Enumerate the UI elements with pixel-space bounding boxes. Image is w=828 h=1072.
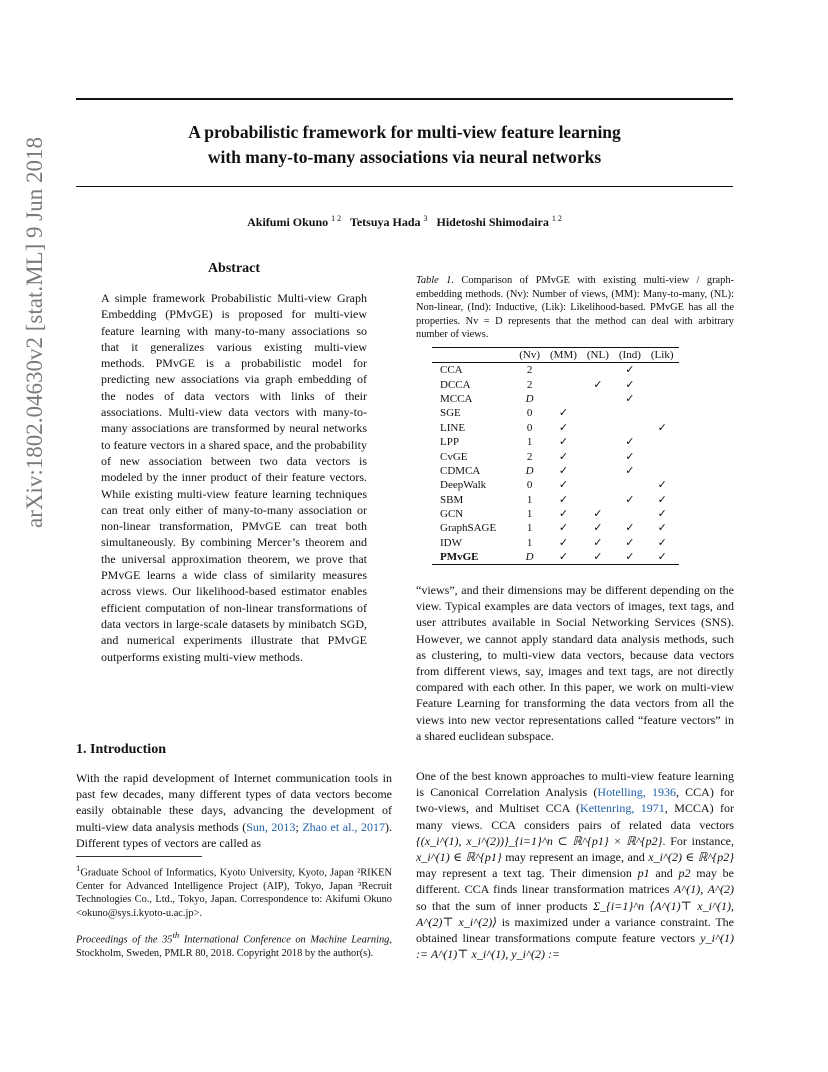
table-row xyxy=(432,550,679,565)
math-expression: A^(1), A^(2) xyxy=(673,882,734,897)
math-expression: x_i^(2) ∈ ℝ^{p2} xyxy=(648,850,734,865)
proceedings-sup: th xyxy=(172,930,180,940)
table-cell-mm: ✓ xyxy=(558,407,569,420)
math-expression: p1 xyxy=(637,866,650,881)
table-cell-mm: ✓ xyxy=(558,508,569,521)
title-line-1: A probabilistic framework for multi-view feature learning xyxy=(188,122,621,142)
table-row xyxy=(432,521,679,535)
math-expression: Σ_{i=1}^n ⟨A^(1)⊤ x_i^(1), A^(2)⊤ x_i^(2)⟩ xyxy=(416,898,734,929)
table-cell-nl: ✓ xyxy=(593,378,603,391)
table-cell-nl: ✓ xyxy=(593,551,603,564)
table-cell-ind xyxy=(614,421,646,435)
table-cell-mm: ✓ xyxy=(558,536,569,549)
paragraph-text: may represent a text tag. Their dimension xyxy=(416,866,638,881)
proceedings-text: , Stockholm, Sweden, PMLR 80, 2018. Copyright 2018 by the author(s). xyxy=(76,934,392,960)
table-cell-nl xyxy=(582,421,614,435)
paper-title xyxy=(76,120,733,170)
table-row xyxy=(432,464,679,478)
method-name-cell: IDW xyxy=(440,536,462,549)
title-rule-top xyxy=(76,98,733,100)
method-name-cell: CCA xyxy=(440,364,463,377)
table-cell-nv: 2 xyxy=(526,378,533,391)
table-cell-nl: ✓ xyxy=(593,536,603,549)
table-cell-nv: 1 xyxy=(526,436,533,449)
table-cell-nv: D xyxy=(525,392,534,405)
table-cell-lik: ✓ xyxy=(657,479,667,492)
table-cell-nv: D xyxy=(525,464,534,477)
table-cell-lik xyxy=(646,435,679,449)
right-paragraph-2 xyxy=(416,768,734,962)
method-name-cell: GraphSAGE xyxy=(440,522,497,535)
table-cell-mm: ✓ xyxy=(558,421,569,434)
table-cell-nv: 1 xyxy=(526,508,533,521)
table-cell-lik: ✓ xyxy=(657,508,667,521)
table-cell-nl xyxy=(582,435,614,449)
table-cell-nv: 2 xyxy=(526,450,533,463)
table-cell-ind xyxy=(614,406,646,420)
paragraph-text: , CCA) for two-views, and Multiset CCA ( xyxy=(416,785,735,816)
section-heading-introduction: 1. Introduction xyxy=(76,742,166,757)
author-affiliation: 3 xyxy=(423,214,428,223)
table-cell-mm: ✓ xyxy=(558,522,569,535)
table-cell-lik xyxy=(646,406,679,420)
method-name-cell: SGE xyxy=(440,407,461,420)
table-caption xyxy=(416,274,734,342)
table-cell-mm: ✓ xyxy=(558,551,569,564)
table-cell-ind: ✓ xyxy=(625,493,635,506)
table-row xyxy=(432,478,679,492)
paragraph-text: . For instance, xyxy=(662,833,734,848)
method-name-cell: MCCA xyxy=(440,392,473,405)
table-cell-nv: 2 xyxy=(526,364,533,377)
table-caption-text: Comparison of PMvGE with existing multi-view / graph-embedding methods. (Nv): Number of views, (MM): Many-to-many, (NL): Non-linear, (Ind): Inductive, (Lik): Likelihood-based. PMvGE has all the properties. Nv = D represents that the method can deal with arbitrary number of views. xyxy=(416,275,734,341)
table-cell-ind xyxy=(614,507,646,521)
paragraph-text: so that the sum of inner products xyxy=(416,898,593,913)
table-cell-lik xyxy=(646,392,679,406)
table-cell-lik xyxy=(646,377,679,391)
proceedings-text: International Conference on Machine Learning xyxy=(179,934,390,946)
method-name-cell: GCN xyxy=(440,508,464,521)
title-line-2: with many-to-many associations via neural networks xyxy=(207,147,602,167)
method-name-cell: LINE xyxy=(440,421,466,434)
author-affiliation: 1 2 xyxy=(551,214,562,223)
abstract-text: A simple framework Probabilistic Multi-view Graph Embedding (PMvGE) is proposed for multi-view feature learning with many-to-many associations so that it generalizes various existing multi-view methods. PMvGE is a probabilistic model for predicting new associations via graph embedding of the nodes of data vectors with links of their associations. Multi-view data vectors with many-to-many associations are transformed by neural networks to feature vectors in a shared space, and the probability of new association between two data vectors is modeled by the inner product of their feature vectors. While existing multi-view feature learning techniques can treat only either of many-to-many association or non-linear transformation, PMvGE can treat both simultaneously. By combining Mercer’s theorem and the universal approximation theorem, we prove that PMvGE learns a wide class of similarity measures across views. Our likelihood-based estimator enables efficient computation of non-linear transformations of data vectors in large-scale datasets by minibatch SGD, and numerical experiments illustrate that PMvGE outperforms existing multi-view methods. xyxy=(101,291,367,664)
citation-link[interactable]: Zhao et al., 2017 xyxy=(302,819,385,834)
citation-link[interactable]: Kettenring, 1971 xyxy=(580,801,665,816)
table-cell-lik xyxy=(646,464,679,478)
table-cell-nl xyxy=(582,478,614,492)
table-cell-nv: 1 xyxy=(526,493,533,506)
footnote-rule xyxy=(76,856,202,857)
table-row xyxy=(432,421,679,435)
table-cell-lik xyxy=(646,363,679,378)
table-cell-lik: ✓ xyxy=(657,493,667,506)
table-cell-nl xyxy=(582,406,614,420)
table-header: (Lik) xyxy=(650,349,674,361)
table-cell-ind: ✓ xyxy=(625,522,635,535)
table-cell-mm: ✓ xyxy=(558,464,569,477)
table-cell-nl xyxy=(582,363,614,378)
method-name-cell: PMvGE xyxy=(440,551,479,564)
table-cell-ind xyxy=(614,478,646,492)
math-expression: p2 xyxy=(678,866,691,881)
table-row xyxy=(432,377,679,391)
paragraph-text: may represent an image, and xyxy=(501,850,649,865)
table-row xyxy=(432,406,679,420)
table-row xyxy=(432,507,679,521)
math-expression: y_i^(1) := A^(1)⊤ x_i^(1), y_i^(2) := xyxy=(416,931,734,962)
table-header-row xyxy=(432,348,679,363)
citation-link[interactable]: Sun, 2013 xyxy=(246,819,296,834)
table-header: (NL) xyxy=(586,349,609,361)
table-cell-nl: ✓ xyxy=(593,522,603,535)
table-header: (MM) xyxy=(550,349,577,361)
affiliation-footnote xyxy=(76,862,392,920)
author-list xyxy=(76,214,733,230)
math-expression: x_i^(1) ∈ ℝ^{p1} xyxy=(416,850,502,865)
table-header xyxy=(432,348,514,363)
table-row xyxy=(432,392,679,406)
method-name-cell: DeepWalk xyxy=(440,479,487,492)
table-cell-nv: D xyxy=(525,551,534,564)
abstract-heading: Abstract xyxy=(207,261,261,276)
arxiv-identifier: arXiv:1802.04630v2 [stat.ML] 9 Jun 2018 xyxy=(22,137,47,528)
table-cell-mm: ✓ xyxy=(558,436,569,449)
table-cell-lik: ✓ xyxy=(657,421,667,434)
author-name: Akifumi Okuno xyxy=(247,215,329,229)
table-row xyxy=(432,435,679,449)
author-affiliation: 1 2 xyxy=(331,214,342,223)
table-cell-nl xyxy=(582,392,614,406)
introduction-paragraph xyxy=(76,770,392,851)
table-cell-ind: ✓ xyxy=(625,536,635,549)
method-name-cell: CvGE xyxy=(440,450,468,463)
intro-text: ). Different types of vectors are called as xyxy=(76,819,392,850)
comparison-table xyxy=(432,347,679,565)
table-label: Table 1. xyxy=(416,275,454,286)
table-cell-lik: ✓ xyxy=(657,522,667,535)
table-cell-nv: 1 xyxy=(526,522,533,535)
table-cell-nv: 1 xyxy=(526,536,533,549)
table-cell-ind: ✓ xyxy=(625,392,635,405)
method-name-cell: LPP xyxy=(440,436,459,449)
table-row xyxy=(432,493,679,507)
footnote-mark: 1 xyxy=(76,863,81,873)
proceedings-text: Proceedings of the 35 xyxy=(76,934,173,946)
author-name: Hidetoshi Shimodaira xyxy=(436,215,549,229)
math-expression: {(x_i^(1), x_i^(2))}_{i=1}^n ⊂ ℝ^{p1} × ℝ^{p2} xyxy=(416,833,663,848)
title-rule-bottom xyxy=(76,186,733,187)
right-paragraph-1: “views”, and their dimensions may be different depending on the view. Typical examples are data vectors of images, text tags, and user attributes available in Social Networking Services (SNS). However, we cannot apply standard data analysis methods, such as clustering, to multi-view data vectors, because data vectors from different views, say, images and text tags, are not directly compared with each other. In this paper, we work on multi-view Feature Learning for transforming the data vectors from all the views into new vector representations called “feature vectors” in a shared euclidean subspace. xyxy=(416,583,734,743)
table-row xyxy=(432,536,679,550)
proceedings-notice xyxy=(76,929,392,961)
table-cell-mm xyxy=(545,377,582,391)
table-cell-mm xyxy=(545,392,582,406)
method-name-cell: CDMCA xyxy=(440,464,481,477)
table-cell-nv: 0 xyxy=(526,421,533,434)
table-cell-lik: ✓ xyxy=(657,551,667,564)
table-cell-lik: ✓ xyxy=(657,536,667,549)
table-cell-ind: ✓ xyxy=(625,450,635,463)
table-cell-nl xyxy=(582,464,614,478)
paragraph-text: One of the best known approaches to multi-view feature learning is Canonical Correlation Analysis ( xyxy=(416,769,734,800)
paragraph-text: is maximized under a variance constraint. The obtained linear transformations compute feature vectors xyxy=(416,914,734,946)
table-cell-nv: 0 xyxy=(526,479,533,492)
table-cell-ind: ✓ xyxy=(625,378,635,391)
author-name: Tetsuya Hada xyxy=(349,215,421,229)
table-cell-ind: ✓ xyxy=(625,464,635,477)
intro-text: ; xyxy=(295,819,303,834)
table-cell-nl xyxy=(582,449,614,463)
table-cell-ind: ✓ xyxy=(625,551,635,564)
paragraph-text: , MCCA) for many views. CCA considers pairs of related data vectors xyxy=(416,801,734,832)
footnote-text: Graduate School of Informatics, Kyoto University, Kyoto, Japan ²RIKEN Center for Advanced Intelligence Project (AIP), Tokyo, Japan ³Recruit Technologies Co., Ltd., Tokyo, Japan. Correspondence to: Akifumi Okuno <okuno@sys.i.kyoto-u.ac.jp>. xyxy=(76,867,392,919)
table-cell-ind: ✓ xyxy=(625,436,635,449)
table-cell-mm xyxy=(545,363,582,378)
method-name-cell: SBM xyxy=(440,493,464,506)
table-cell-nl: ✓ xyxy=(593,508,603,521)
table-row xyxy=(432,449,679,463)
intro-text: With the rapid development of Internet communication tools in past few decades, many different types of data vectors become easily obtainable these days, advancing the development of multi-view data analysis methods ( xyxy=(76,771,392,834)
paragraph-text: and xyxy=(649,866,679,881)
table-cell-ind: ✓ xyxy=(625,364,635,377)
table-cell-mm: ✓ xyxy=(558,493,569,506)
table-header: (Nv) xyxy=(519,349,540,361)
table-row xyxy=(432,363,679,378)
table-cell-lik xyxy=(646,449,679,463)
table-cell-nl xyxy=(582,493,614,507)
citation-link[interactable]: Hotelling, 1936 xyxy=(597,785,676,800)
table-cell-mm: ✓ xyxy=(558,450,569,463)
table-header: (Ind) xyxy=(618,349,641,361)
paragraph-text: may be different. CCA finds linear transformation matrices xyxy=(416,866,734,897)
method-name-cell: DCCA xyxy=(440,378,471,391)
table-cell-mm: ✓ xyxy=(558,479,569,492)
table-cell-nv: 0 xyxy=(526,407,533,420)
